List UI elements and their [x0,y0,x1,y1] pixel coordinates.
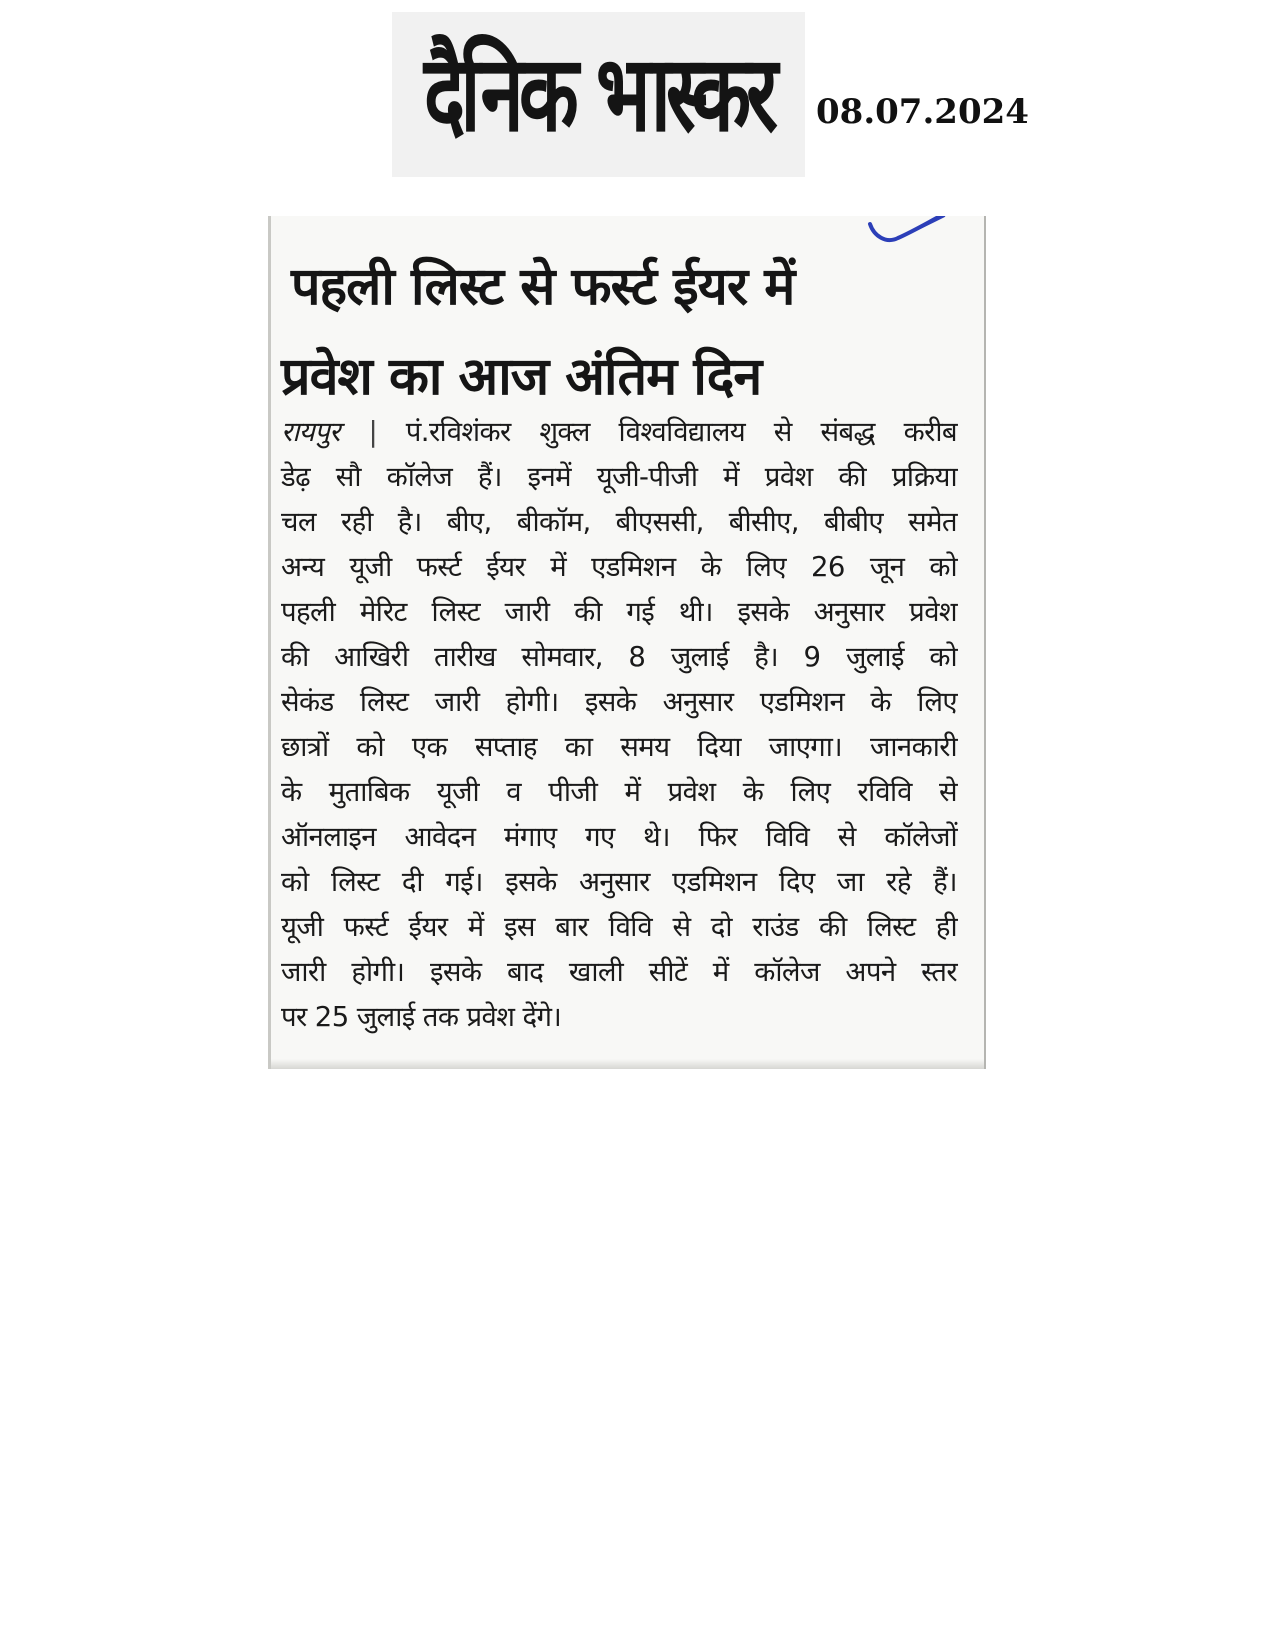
headline-line-1: पहली लिस्ट से फर्स्ट ईयर में [291,257,795,317]
body-line: छात्रों को एक सप्ताह का समय दिया जाएगा। जानकारी [281,731,957,763]
body-line: अन्य यूजी फर्स्ट ईयर में एडमिशन के लिए 26 जून को [281,551,957,583]
dateline: रायपुर [281,416,340,448]
body-line: पहली मेरिट लिस्ट जारी की गई थी। इसके अनुसार प्रवेश [281,596,957,628]
body-line: के मुताबिक यूजी व पीजी में प्रवेश के लिए रविवि से [281,776,957,808]
body-line: जारी होगी। इसके बाद खाली सीटें में कॉलेज अपने स्तर [281,956,957,988]
body-line: ऑनलाइन आवेदन मंगाए गए थे। फिर विवि से कॉलेजों [281,821,957,853]
body-line: डेढ़ सौ कॉलेज हैं। इनमें यूजी-पीजी में प्रवेश की प्रक्रिया [281,461,957,493]
news-clipping [268,216,986,1069]
dateline-separator: | [368,416,378,448]
body-line: पर 25 जुलाई तक प्रवेश देंगे। [281,1001,562,1033]
body-line: यूजी फर्स्ट ईयर में इस बार विवि से दो राउंड की लिस्ट ही [281,911,957,943]
body-line-text: पं.रविशंकर शुक्ल विश्वविद्यालय से संबद्ध करीब [405,416,957,448]
logo-text: दैनिक भास्कर [423,33,774,156]
body-line: को लिस्ट दी गई। इसके अनुसार एडमिशन दिए जा रहे हैं। [281,866,957,898]
headline-line-2: प्रवेश का आज अंतिम दिन [281,347,762,407]
body-line: चल रही है। बीए, बीकॉम, बीएससी, बीसीए, बीबीए समेत [281,506,957,538]
article-headline [281,242,931,422]
body-line [281,410,957,455]
body-line: सेकंड लिस्ट जारी होगी। इसके अनुसार एडमिशन के लिए [281,686,957,718]
masthead-logo [392,12,805,177]
body-line: की आखिरी तारीख सोमवार, 8 जुलाई है। 9 जुलाई को [281,641,957,673]
publication-date: 08.07.2024 [816,92,1029,132]
article-body [281,410,957,1040]
